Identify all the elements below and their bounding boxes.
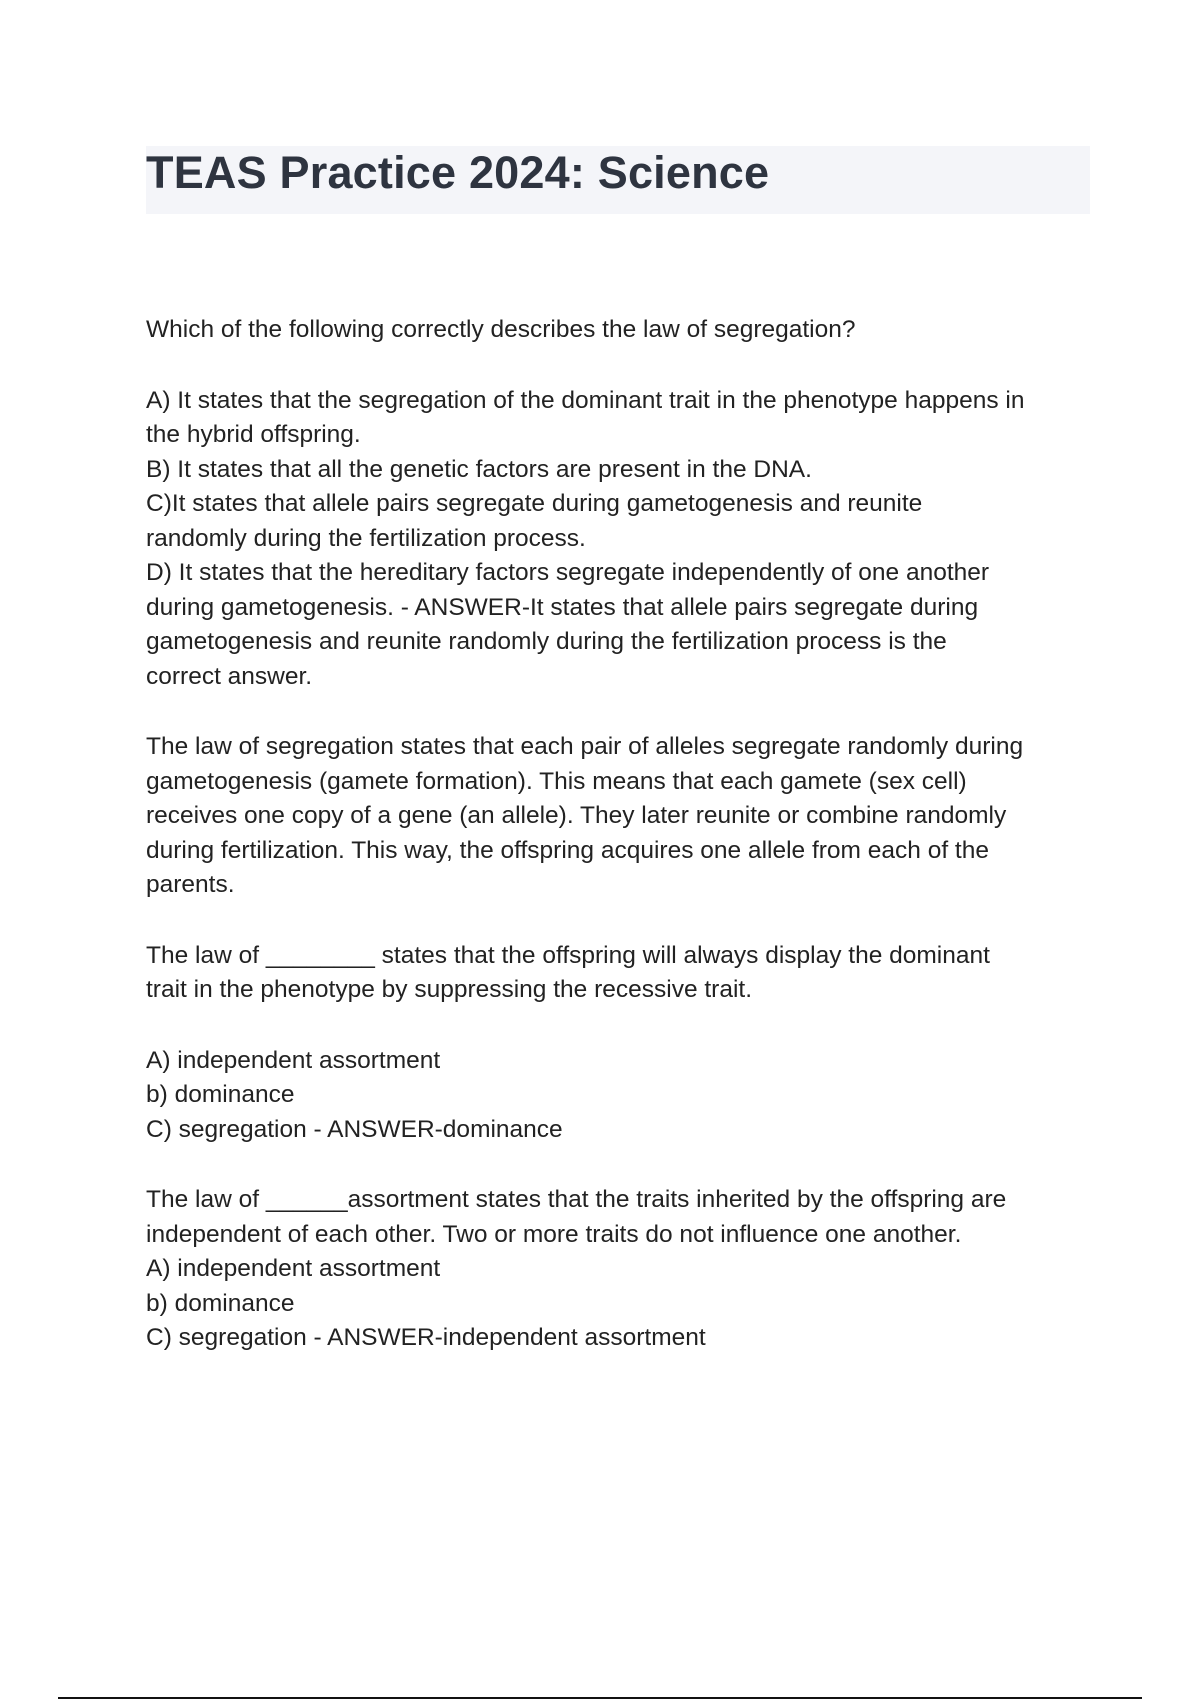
footer-divider bbox=[58, 1697, 1142, 1699]
question-1-option-c-line-2: randomly during the fertilization process. bbox=[146, 524, 586, 552]
question-2-stem-line-1: The law of ________ states that the offspring will always display the dominant bbox=[146, 941, 990, 969]
question-3-stem-line-2: independent of each other. Two or more traits do not influence one another. bbox=[146, 1220, 962, 1248]
spacer bbox=[146, 1008, 1096, 1044]
question-2-option-c: C) segregation - ANSWER-dominance bbox=[146, 1115, 563, 1143]
explanation-line-2: gametogenesis (gamete formation). This means that each gamete (sex cell) bbox=[146, 767, 967, 795]
question-1-option-b: B) It states that all the genetic factors are present in the DNA. bbox=[146, 455, 812, 483]
question-1-option-d-line-2: during gametogenesis. - ANSWER-It states that allele pairs segregate during bbox=[146, 593, 979, 621]
question-2-option-a: A) independent assortment bbox=[146, 1046, 441, 1074]
question-2 bbox=[146, 939, 1096, 1148]
explanation-paragraph bbox=[146, 730, 1096, 903]
question-3-option-c: C) segregation - ANSWER-independent assortment bbox=[146, 1324, 706, 1351]
question-1 bbox=[146, 313, 1096, 694]
question-3-stem-line-1: The law of ______assortment states that the traits inherited by the offspring are bbox=[146, 1186, 1007, 1213]
question-3 bbox=[146, 1183, 1096, 1356]
question-1-option-c-line-1: C)It states that allele pairs segregate during gametogenesis and reunite bbox=[146, 490, 923, 517]
spacer bbox=[146, 348, 1096, 384]
explanation-line-3: receives one copy of a gene (an allele). They later reunite or combine randomly bbox=[146, 802, 1007, 829]
question-1-option-d-line-3: gametogenesis and reunite randomly during the fertilization process is the bbox=[146, 628, 947, 655]
spacer bbox=[146, 903, 1096, 939]
question-2-stem-line-2: trait in the phenotype by suppressing the recessive trait. bbox=[146, 976, 753, 1003]
explanation-line-1: The law of segregation states that each pair of alleles segregate randomly during bbox=[146, 733, 1024, 760]
spacer bbox=[146, 694, 1096, 730]
question-1-option-a-line-1: A) It states that the segregation of the dominant trait in the phenotype happens in bbox=[146, 386, 1025, 414]
explanation-line-5: parents. bbox=[146, 871, 235, 898]
question-3-option-b: b) dominance bbox=[146, 1289, 295, 1317]
spacer bbox=[146, 1147, 1096, 1183]
document-body bbox=[146, 313, 1096, 1356]
question-1-option-a-line-2: the hybrid offspring. bbox=[146, 421, 361, 448]
document-title: TEAS Practice 2024: Science bbox=[146, 147, 770, 198]
question-1-stem: Which of the following correctly describes the law of segregation? bbox=[146, 316, 856, 343]
question-2-option-b: b) dominance bbox=[146, 1081, 295, 1108]
question-3-option-a: A) independent assortment bbox=[146, 1255, 441, 1282]
explanation-line-4: during fertilization. This way, the offspring acquires one allele from each of the bbox=[146, 836, 989, 864]
question-1-option-d-line-1: D) It states that the hereditary factors segregate independently of one another bbox=[146, 559, 990, 586]
question-1-option-d-line-4: correct answer. bbox=[146, 662, 313, 690]
